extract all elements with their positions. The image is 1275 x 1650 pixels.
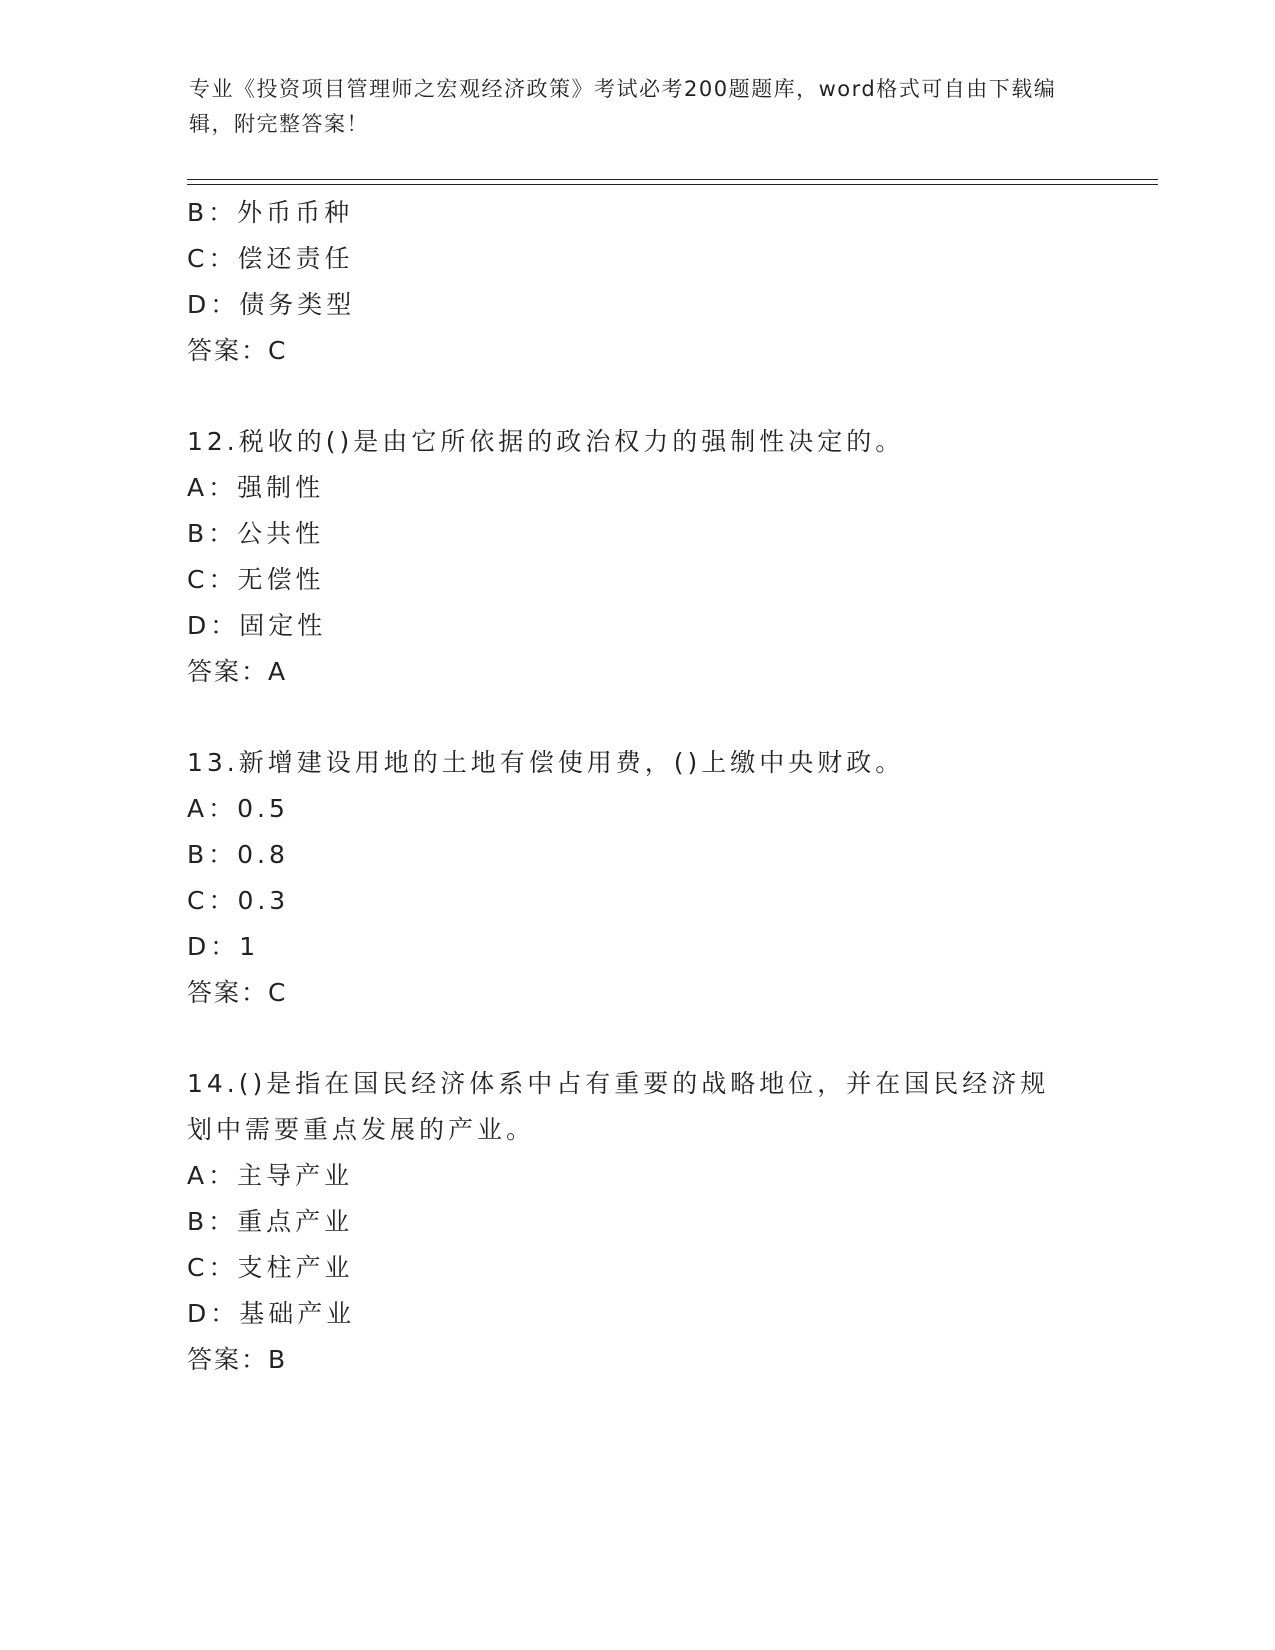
option-a: A：主导产业: [187, 1161, 354, 1190]
answer: 答案：C: [187, 978, 288, 1007]
option-b: B：重点产业: [187, 1207, 354, 1236]
question-text: 12.税收的()是由它所依据的政治权力的强制性决定的。: [187, 427, 905, 456]
option-b: B：外币币种: [187, 198, 354, 227]
question-14-block: [187, 1061, 1087, 1383]
answer: 答案：B: [187, 1345, 288, 1374]
option-c: C：0.3: [187, 886, 290, 915]
answer: 答案：A: [187, 657, 288, 686]
header-rule-bottom: [187, 184, 1158, 185]
option-c: C：支柱产业: [187, 1253, 354, 1282]
question-13-block: [187, 740, 1087, 1016]
question-text: 14.()是指在国民经济体系中占有重要的战略地位，并在国民经济规划中需要重点发展的产业。: [187, 1069, 1050, 1144]
document-header: 专业《投资项目管理师之宏观经济政策》考试必考200题题库，word格式可自由下载编辑，附完整答案！: [189, 77, 1057, 136]
header-rule-top: [187, 179, 1158, 180]
option-d: D：固定性: [187, 611, 327, 640]
question-12-block: [187, 419, 1087, 695]
option-d: D：1: [187, 932, 260, 961]
option-b: B：0.8: [187, 840, 289, 869]
option-d: D：债务类型: [187, 290, 356, 319]
question-text: 13.新增建设用地的土地有偿使用费，()上缴中央财政。: [187, 748, 905, 777]
option-a: A：强制性: [187, 473, 325, 502]
option-c: C：无偿性: [187, 565, 325, 594]
prev-question-block: [187, 190, 1087, 374]
question-content: [187, 190, 1087, 1383]
option-a: A：0.5: [187, 794, 289, 823]
answer: 答案：C: [187, 336, 288, 365]
option-d: D：基础产业: [187, 1299, 356, 1328]
option-b: B：公共性: [187, 519, 325, 548]
option-c: C：偿还责任: [187, 244, 354, 273]
